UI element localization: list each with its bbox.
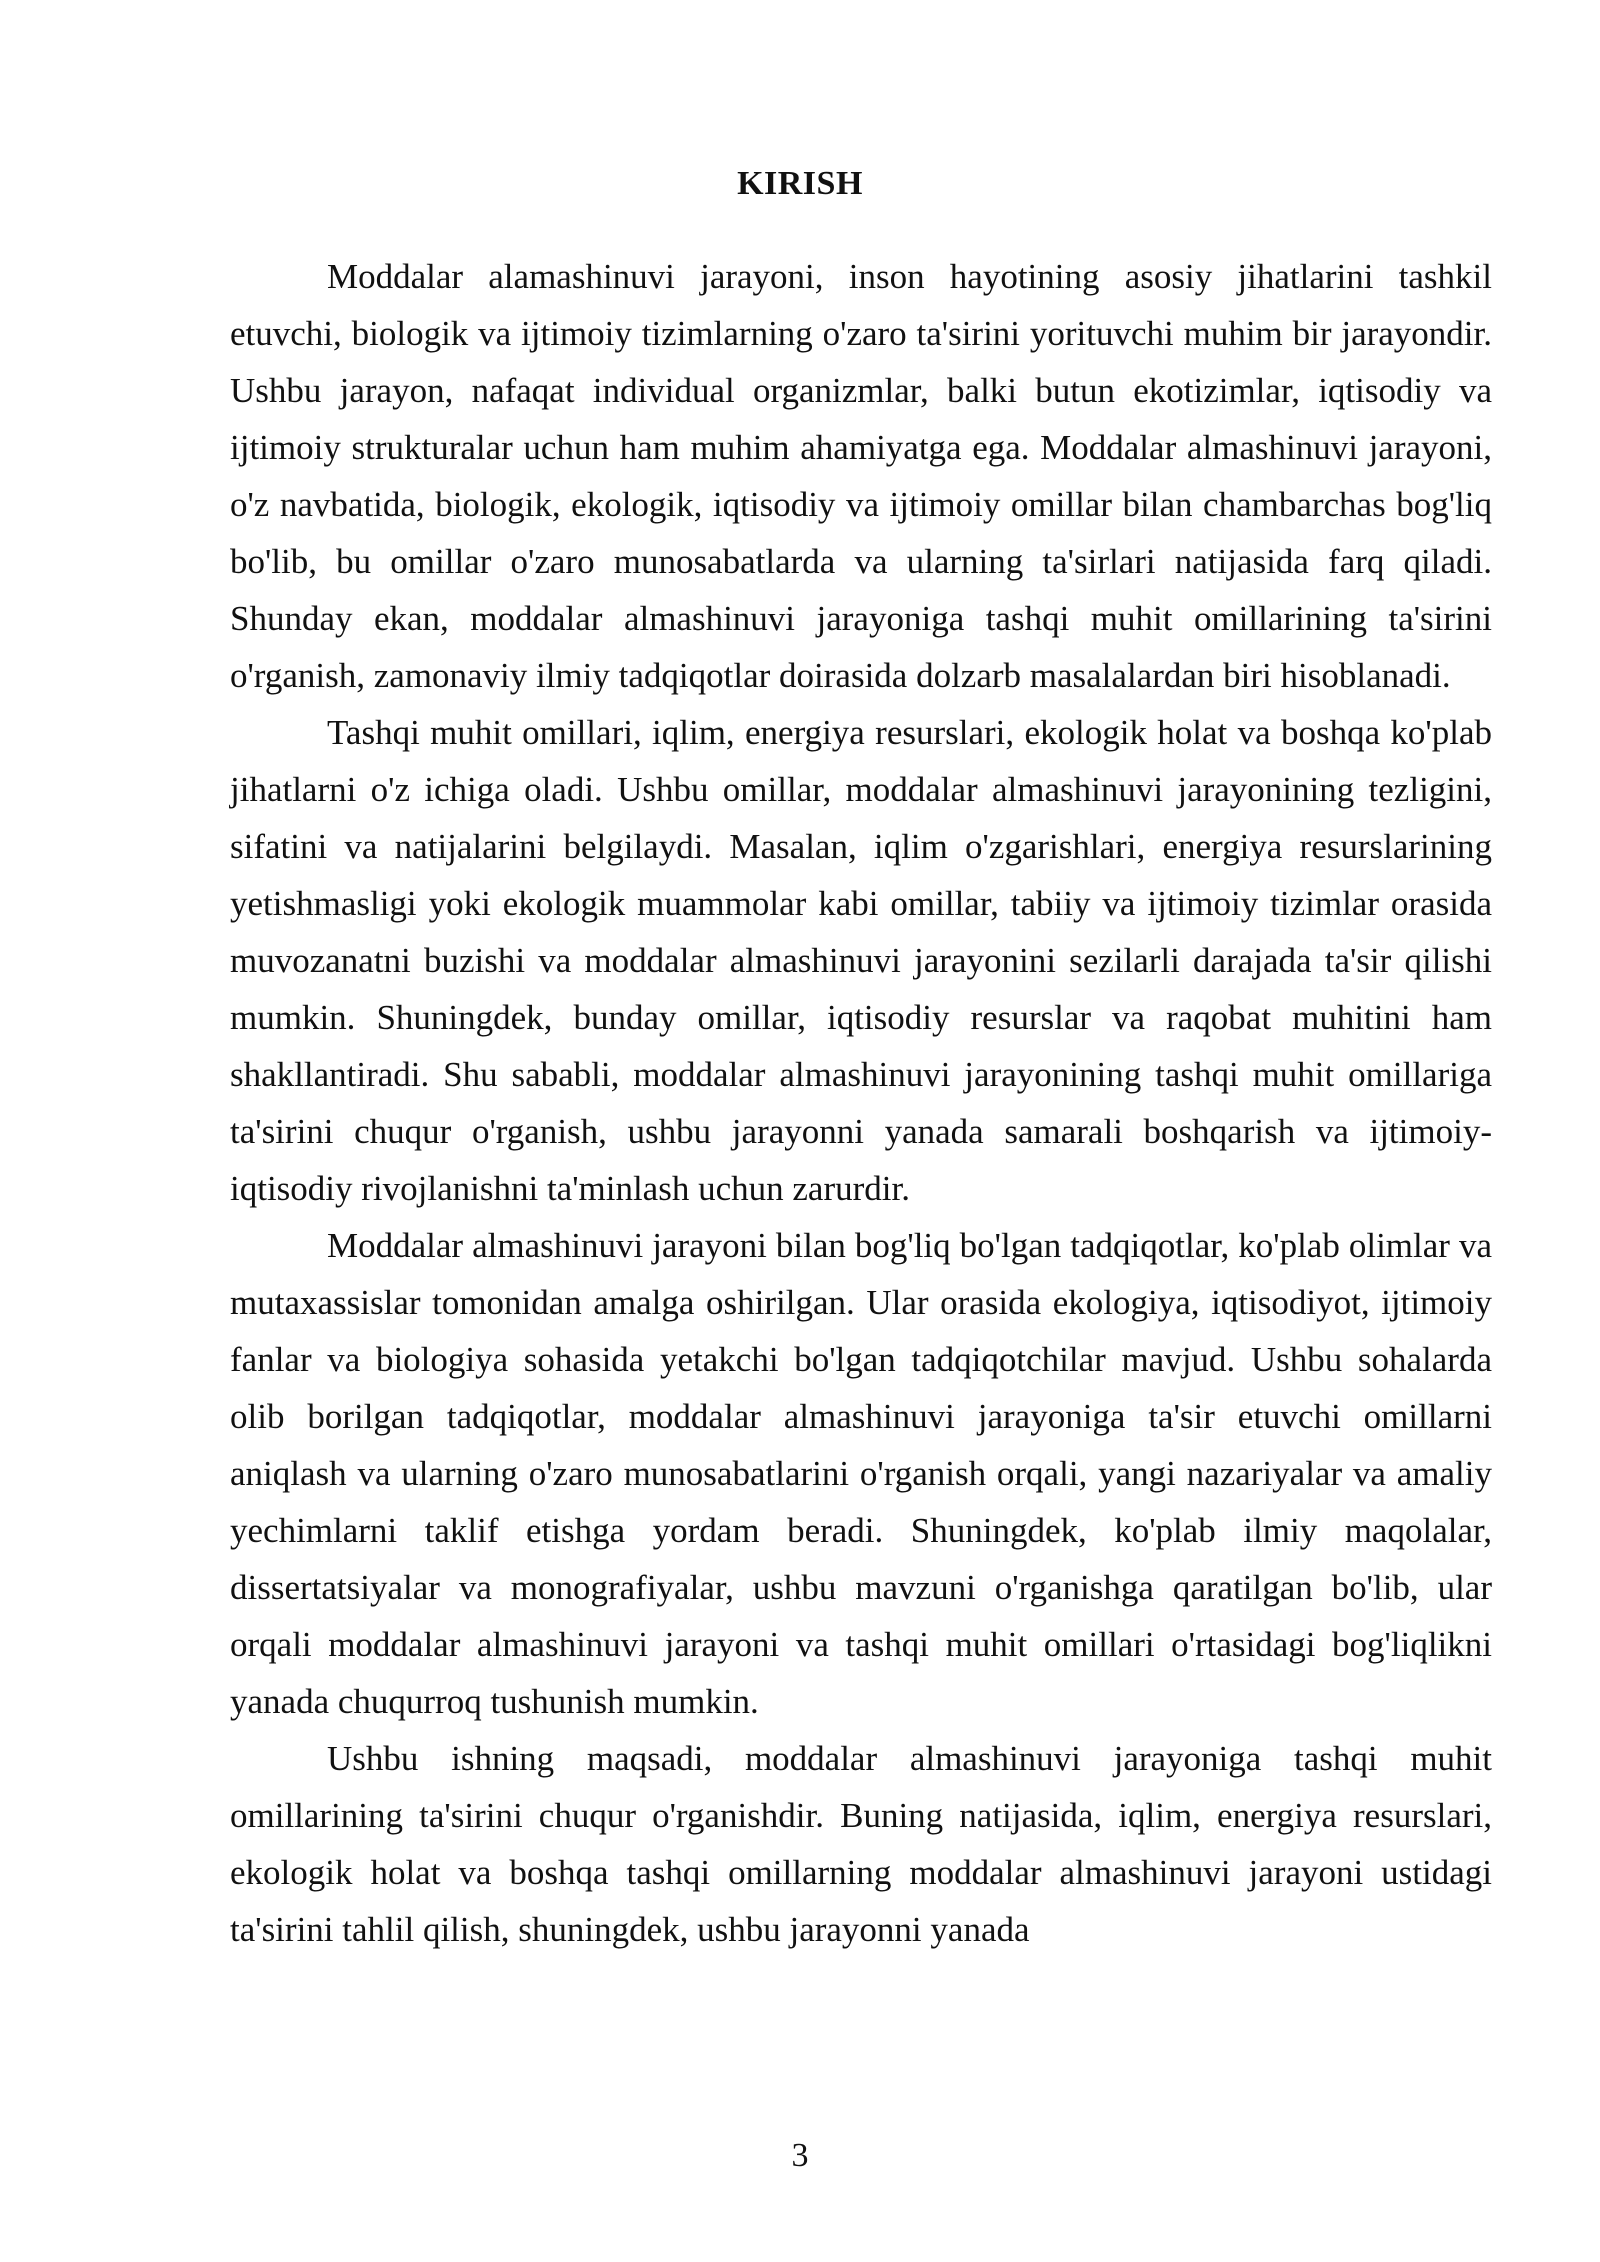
paragraph-3: Moddalar almashinuvi jarayoni bilan bog'liq bo'lgan tadqiqotlar, ko'plab olimlar va mutaxassislar tomonidan amalga oshirilgan. Ular orasida ekologiya, iqtisodiyot, ijtimoiy fanlar va biologiya sohasida yetakchi bo'lgan tadqiqotchilar mavjud. Ushbu sohalarda olib borilgan tadqiqotlar, moddalar almashinuvi jarayoniga ta'sir etuvchi omillarni aniqlash va ularning o'zaro munosabatlarini o'rganish orqali, yangi nazariyalar va amaliy yechimlarni taklif etishga yordam beradi. Shuningdek, ko'plab ilmiy maqolalar, dissertatsiyalar va monografiyalar, ushbu mavzuni o'rganishga qaratilgan bo'lib, ular orqali moddalar almashinuvi jarayoni va tashqi muhit omillari o'rtasidagi bog'liqlikni yanada chuqurroq tushunish mumkin. [230,1226,1492,1721]
paragraph-1: Moddalar alamashinuvi jarayoni, inson hayotining asosiy jihatlarini tashkil etuvchi, biologik va ijtimoiy tizimlarning o'zaro ta'sirini yorituvchi muhim bir jarayondir. Ushbu jarayon, nafaqat individual organizmlar, balki butun ekotizimlar, iqtisodiy va ijtimoiy strukturalar uchun ham muhim ahamiyatga ega. Moddalar almashinuvi jarayoni, o'z navbatida, biologik, ekologik, iqtisodiy va ijtimoiy omillar bilan chambarchas bog'liq bo'lib, bu omillar o'zaro munosabatlarda va ularning ta'sirlari natijasida farq qiladi. Shunday ekan, moddalar almashinuvi jarayoniga tashqi muhit omillarining ta'sirini o'rganish, zamonaviy ilmiy tadqiqotlar doirasida dolzarb masalalardan biri hisoblanadi. [230,257,1492,695]
page-number: 3 [791,2137,809,2174]
body-text [230,248,1492,1958]
paragraph-4: Ushbu ishning maqsadi, moddalar almashinuvi jarayoniga tashqi muhit omillarining ta'sirini chuqur o'rganishdir. Buning natijasida, iqlim, energiya resurslari, ekologik holat va boshqa tashqi omillarning moddalar almashinuvi jarayoni ustidagi ta'sirini tahlil qilish, shuningdek, ushbu jarayonni yanada [230,1739,1492,1949]
page-title: KIRISH [737,165,863,202]
paragraph-2: Tashqi muhit omillari, iqlim, energiya resurslari, ekologik holat va boshqa ko'plab jihatlarni o'z ichiga oladi. Ushbu omillar, moddalar almashinuvi jarayonining tezligini, sifatini va natijalarini belgilaydi. Masalan, iqlim o'zgarishlari, energiya resurslarining yetishmasligi yoki ekologik muammolar kabi omillar, tabiiy va ijtimoiy tizimlar orasida muvozanatni buzishi va moddalar almashinuvi jarayonini sezilarli darajada ta'sir qilishi mumkin. Shuningdek, bunday omillar, iqtisodiy resurslar va raqobat muhitini ham shakllantiradi. Shu sababli, moddalar almashinuvi jarayonining tashqi muhit omillariga ta'sirini chuqur o'rganish, ushbu jarayonni yanada samarali boshqarish va ijtimoiy-iqtisodiy rivojlanishni ta'minlash uchun zarurdir. [230,713,1492,1208]
